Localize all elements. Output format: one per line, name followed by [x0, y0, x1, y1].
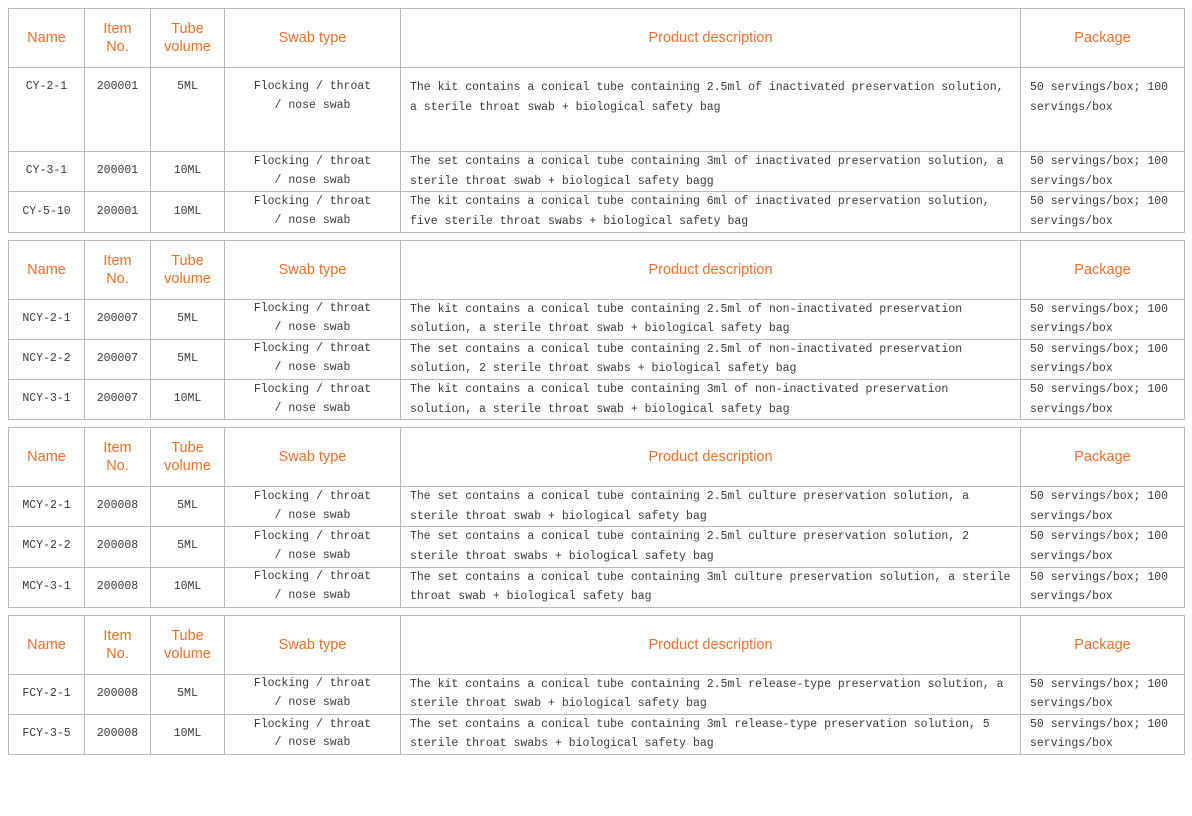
- table-row: [9, 192, 1185, 232]
- column-header-product-description: Product description: [401, 240, 1021, 299]
- cell-swab-type: [225, 567, 401, 607]
- cell-tube-volume: 5ML: [151, 339, 225, 379]
- cell-item-no: 200007: [85, 339, 151, 379]
- column-header-package: Package: [1021, 9, 1185, 68]
- cell-name: CY-2-1: [9, 68, 85, 152]
- cell-tube-volume: 10ML: [151, 714, 225, 754]
- cell-tube-volume: 5ML: [151, 527, 225, 567]
- cell-name: NCY-3-1: [9, 379, 85, 419]
- table-row: [9, 527, 1185, 567]
- column-header-tube-line2: volume: [164, 458, 211, 475]
- cell-swab-type: [225, 379, 401, 419]
- column-header-package: Package: [1021, 240, 1185, 299]
- swab-type-line2: / nose swab: [274, 696, 351, 710]
- swab-type-line1: Flocking / throat: [253, 154, 372, 168]
- swab-type-line2: / nose swab: [274, 173, 351, 187]
- swab-type-line1: Flocking / throat: [253, 489, 372, 503]
- table-row: [9, 487, 1185, 527]
- cell-name: CY-3-1: [9, 152, 85, 192]
- swab-type-line1: Flocking / throat: [253, 302, 372, 316]
- column-header-tube-line2: volume: [164, 270, 211, 287]
- column-header-tube-volume: [151, 9, 225, 68]
- cell-package: 50 servings/box; 100 servings/box: [1021, 567, 1185, 607]
- swab-type-line2: / nose swab: [274, 736, 351, 750]
- column-header-swab-type: Swab type: [225, 240, 401, 299]
- column-header-swab-type: Swab type: [225, 428, 401, 487]
- column-header-tube-line2: volume: [164, 39, 211, 56]
- column-header-item-no-line2: No.: [106, 645, 129, 662]
- column-header-item-no: [85, 240, 151, 299]
- swab-type-line1: Flocking / throat: [253, 717, 372, 731]
- cell-item-no: 200008: [85, 567, 151, 607]
- table-row: [9, 379, 1185, 419]
- swab-type-line1: Flocking / throat: [253, 570, 372, 584]
- column-header-package: Package: [1021, 428, 1185, 487]
- cell-package: 50 servings/box; 100 servings/box: [1021, 487, 1185, 527]
- column-header-name: Name: [9, 428, 85, 487]
- table-row: [9, 339, 1185, 379]
- cell-product-description: The set contains a conical tube containing 2.5ml culture preservation solution, a sterile throat swab + biological safety bag: [401, 487, 1021, 527]
- cell-package: 50 servings/box; 100 servings/box: [1021, 192, 1185, 232]
- cell-name: MCY-3-1: [9, 567, 85, 607]
- table-header-row: [9, 240, 1185, 299]
- table-row: [9, 152, 1185, 192]
- table-row: [9, 567, 1185, 607]
- cell-package: 50 servings/box; 100 servings/box: [1021, 339, 1185, 379]
- column-header-tube-line1: Tube: [171, 440, 204, 457]
- cell-name: CY-5-10: [9, 192, 85, 232]
- column-header-tube-line1: Tube: [171, 21, 204, 37]
- cell-item-no: 200007: [85, 379, 151, 419]
- column-header-name: Name: [9, 615, 85, 674]
- product-table-mcy: [8, 427, 1185, 608]
- cell-tube-volume: 10ML: [151, 192, 225, 232]
- cell-swab-type: [225, 527, 401, 567]
- swab-type-line1: Flocking / throat: [253, 382, 372, 396]
- cell-package: 50 servings/box; 100 servings/box: [1021, 379, 1185, 419]
- column-header-swab-type: Swab type: [225, 9, 401, 68]
- cell-item-no: 200007: [85, 299, 151, 339]
- cell-product-description: The set contains a conical tube containing 3ml release-type preservation solution, 5 sterile throat swabs + biological safety bag: [401, 714, 1021, 754]
- swab-type-line1: Flocking / throat: [253, 677, 372, 691]
- cell-name: NCY-2-2: [9, 339, 85, 379]
- column-header-product-description: Product description: [401, 428, 1021, 487]
- cell-swab-type: [225, 299, 401, 339]
- table-header-row: [9, 428, 1185, 487]
- swab-type-line2: / nose swab: [274, 548, 351, 562]
- cell-tube-volume: 5ML: [151, 674, 225, 714]
- cell-item-no: 200001: [85, 152, 151, 192]
- cell-tube-volume: 5ML: [151, 299, 225, 339]
- swab-type-line1: Flocking / throat: [253, 529, 372, 543]
- cell-name: NCY-2-1: [9, 299, 85, 339]
- swab-type-line2: / nose swab: [274, 589, 351, 603]
- cell-tube-volume: 5ML: [151, 487, 225, 527]
- column-header-item-no-line1: Item: [103, 627, 132, 644]
- cell-name: MCY-2-1: [9, 487, 85, 527]
- cell-product-description: The kit contains a conical tube containing 2.5ml of inactivated preservation solution, a sterile throat swab + biological safety bag: [401, 68, 1021, 152]
- cell-swab-type: [225, 192, 401, 232]
- cell-product-description: The set contains a conical tube containing 3ml culture preservation solution, a sterile throat swab + biological safety bag: [401, 567, 1021, 607]
- cell-tube-volume: 10ML: [151, 379, 225, 419]
- swab-type-line1: Flocking / throat: [253, 80, 372, 94]
- cell-tube-volume: 5ML: [151, 68, 225, 152]
- cell-item-no: 200001: [85, 192, 151, 232]
- table-row: [9, 714, 1185, 754]
- column-header-tube-line1: Tube: [171, 252, 204, 269]
- table-header-row: [9, 615, 1185, 674]
- column-header-item-no-line1: Item: [103, 440, 132, 457]
- column-header-tube-line1: Tube: [171, 627, 204, 644]
- table-row: [9, 299, 1185, 339]
- cell-swab-type: [225, 674, 401, 714]
- cell-item-no: 200008: [85, 487, 151, 527]
- column-header-product-description: Product description: [401, 9, 1021, 68]
- product-table-cy: [8, 8, 1185, 233]
- column-header-item-no-line2: No.: [106, 39, 129, 56]
- column-header-tube-line2: volume: [164, 645, 211, 662]
- cell-tube-volume: 10ML: [151, 152, 225, 192]
- cell-item-no: 200001: [85, 68, 151, 152]
- column-header-package: Package: [1021, 615, 1185, 674]
- column-header-item-no-line2: No.: [106, 270, 129, 287]
- cell-package: 50 servings/box; 100 servings/box: [1021, 299, 1185, 339]
- cell-name: MCY-2-2: [9, 527, 85, 567]
- column-header-name: Name: [9, 240, 85, 299]
- cell-product-description: The kit contains a conical tube containing 6ml of inactivated preservation solution, five sterile throat swabs + biological safety bag: [401, 192, 1021, 232]
- cell-package: 50 servings/box; 100 servings/box: [1021, 527, 1185, 567]
- cell-product-description: The set contains a conical tube containing 2.5ml culture preservation solution, 2 sterile throat swabs + biological safety bag: [401, 527, 1021, 567]
- column-header-tube-volume: [151, 615, 225, 674]
- swab-type-line2: / nose swab: [274, 361, 351, 375]
- cell-swab-type: [225, 339, 401, 379]
- column-header-item-no-line1: Item: [103, 252, 132, 269]
- cell-item-no: 200008: [85, 714, 151, 754]
- swab-type-line2: / nose swab: [274, 99, 351, 113]
- swab-type-line1: Flocking / throat: [253, 342, 372, 356]
- column-header-item-no: [85, 615, 151, 674]
- cell-swab-type: [225, 714, 401, 754]
- swab-type-line2: / nose swab: [274, 213, 351, 227]
- table-header-row: [9, 9, 1185, 68]
- product-table-fcy: [8, 615, 1185, 755]
- column-header-item-no: [85, 428, 151, 487]
- column-header-name: Name: [9, 9, 85, 68]
- column-header-swab-type: Swab type: [225, 615, 401, 674]
- cell-name: FCY-2-1: [9, 674, 85, 714]
- cell-swab-type: [225, 487, 401, 527]
- swab-type-line2: / nose swab: [274, 401, 351, 415]
- swab-type-line1: Flocking / throat: [253, 195, 372, 209]
- cell-item-no: 200008: [85, 527, 151, 567]
- cell-package: 50 servings/box; 100 servings/box: [1021, 152, 1185, 192]
- cell-name: FCY-3-5: [9, 714, 85, 754]
- cell-swab-type: [225, 152, 401, 192]
- swab-type-line2: / nose swab: [274, 508, 351, 522]
- table-row: [9, 674, 1185, 714]
- column-header-item-no-line1: Item: [103, 21, 132, 37]
- cell-package: 50 servings/box; 100 servings/box: [1021, 714, 1185, 754]
- swab-type-line2: / nose swab: [274, 321, 351, 335]
- column-header-tube-volume: [151, 240, 225, 299]
- cell-product-description: The kit contains a conical tube containing 3ml of non-inactivated preservation solution, a sterile throat swab + biological safety bag: [401, 379, 1021, 419]
- cell-product-description: The set contains a conical tube containing 3ml of inactivated preservation solution, a sterile throat swab + biological safety bagg: [401, 152, 1021, 192]
- cell-product-description: The set contains a conical tube containing 2.5ml of non-inactivated preservation solution, 2 sterile throat swabs + biological safety bag: [401, 339, 1021, 379]
- cell-product-description: The kit contains a conical tube containing 2.5ml release-type preservation solution, a sterile throat swab + biological safety bag: [401, 674, 1021, 714]
- column-header-tube-volume: [151, 428, 225, 487]
- cell-product-description: The kit contains a conical tube containing 2.5ml of non-inactivated preservation solution, a sterile throat swab + biological safety bag: [401, 299, 1021, 339]
- column-header-item-no: [85, 9, 151, 68]
- column-header-product-description: Product description: [401, 615, 1021, 674]
- table-row: [9, 68, 1185, 152]
- product-table-ncy: [8, 240, 1185, 421]
- cell-tube-volume: 10ML: [151, 567, 225, 607]
- cell-package: 50 servings/box; 100 servings/box: [1021, 674, 1185, 714]
- cell-item-no: 200008: [85, 674, 151, 714]
- cell-package: 50 servings/box; 100 servings/box: [1021, 68, 1185, 152]
- column-header-item-no-line2: No.: [106, 458, 129, 475]
- cell-swab-type: [225, 68, 401, 152]
